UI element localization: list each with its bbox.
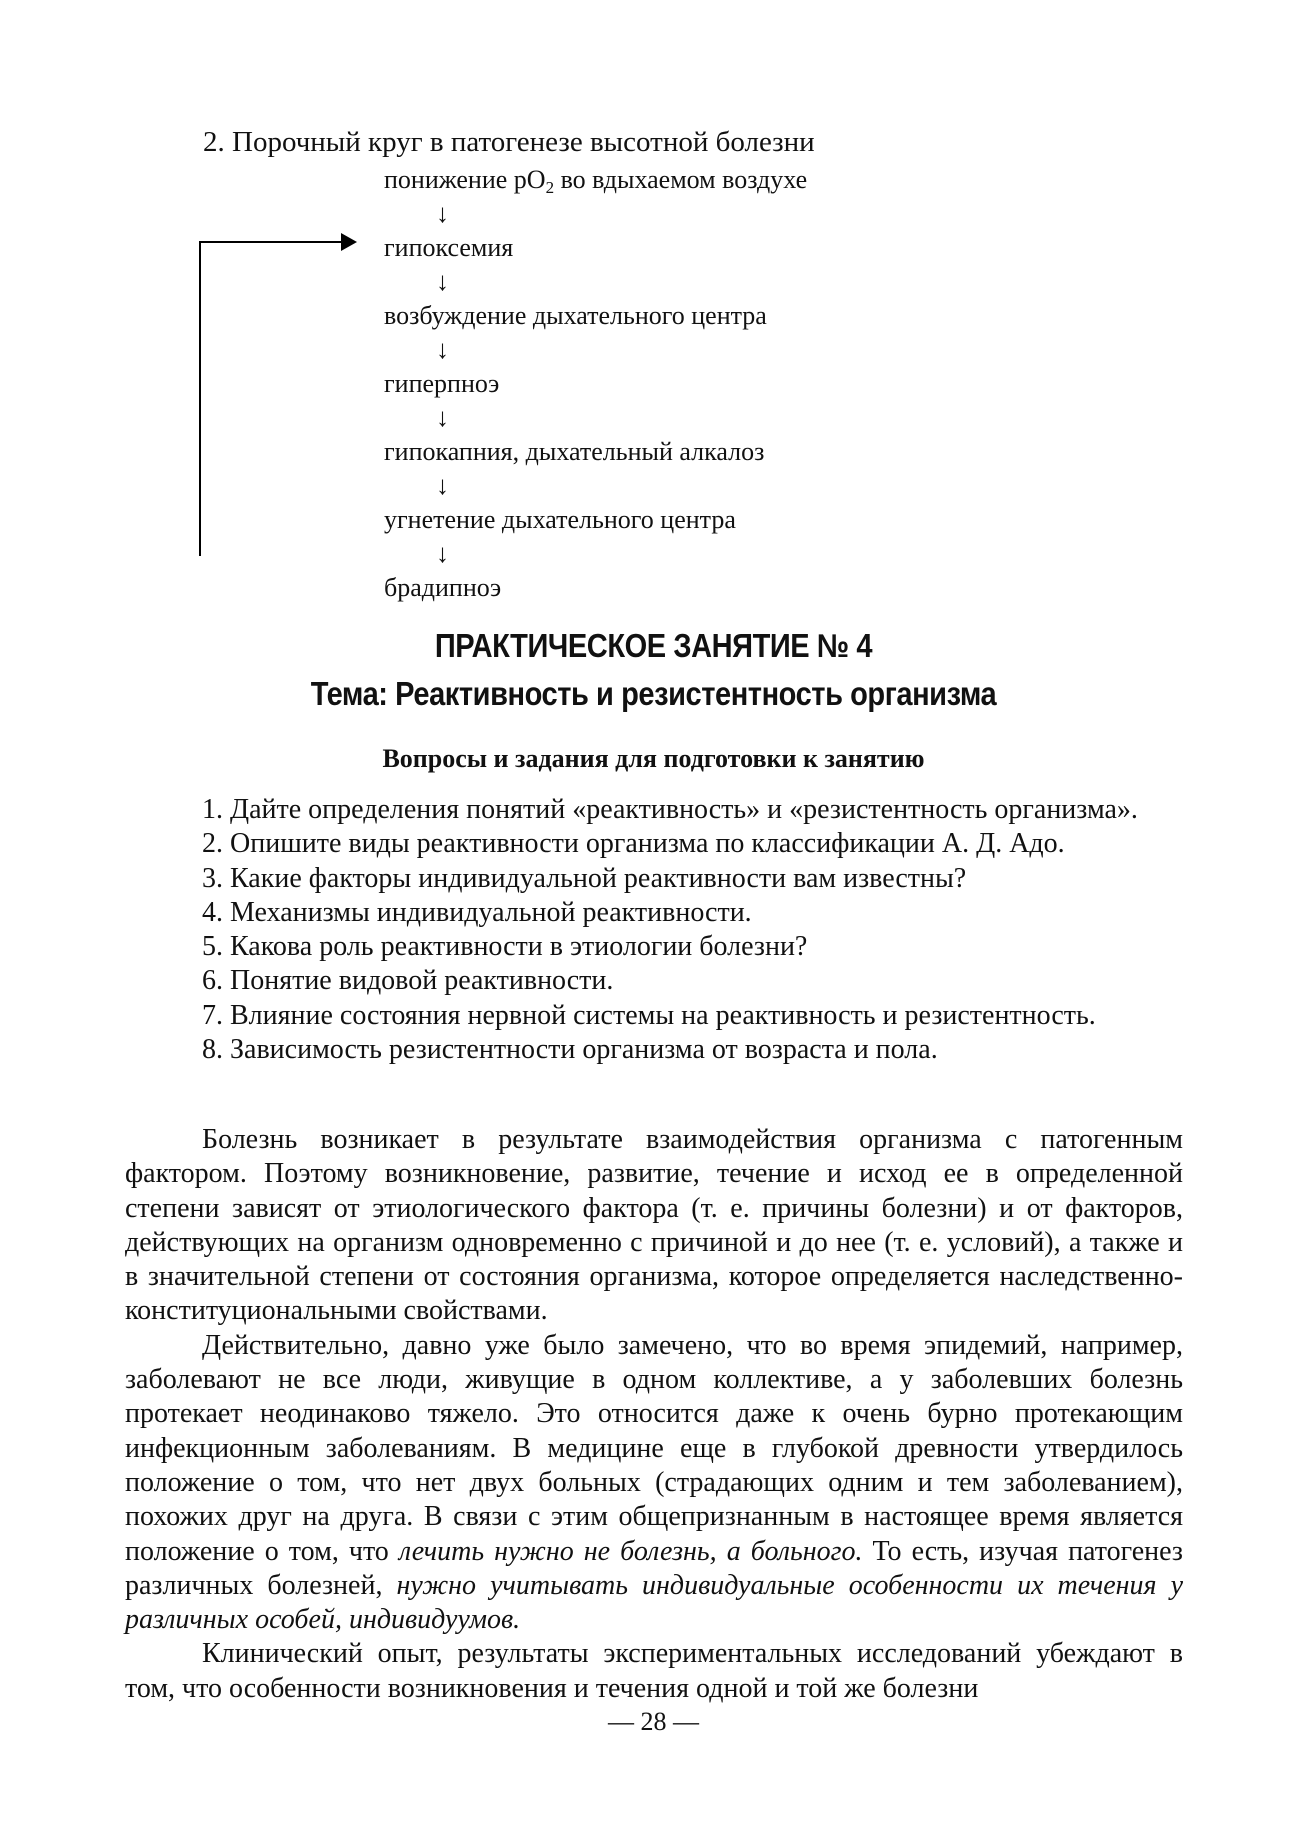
page-number: — 28 —	[608, 1707, 699, 1736]
lesson-topic: Тема: Реактивность и резистентность организма	[310, 675, 997, 712]
down-arrow-icon: ↓	[436, 539, 449, 568]
question-item: 7. Влияние состояния нервной системы на реактивность и резистентность.	[202, 999, 1096, 1031]
question-item: 8. Зависимость резистентности организма от возраста и пола.	[202, 1034, 938, 1066]
paragraph: Клинический опыт, результаты экспериментальных исследований убеждают в том, что особенности возникновения и течения одной и той же болезни	[125, 1638, 1183, 1704]
paragraph: Действительно, давно уже было замечено, что во время эпидемий, например, заболевают не все люди, живущие в одном коллективе, а у заболевших болезнь протекает неодинаково тяжело. Это относится даже к очень бурно протекающим инфекционным заболеваниям. В медицине еще в глубокой древности утвердилось положение о том, что нет двух больных (страдающих одним и тем заболеванием), похожих друг на друга. В связи с этим общепризнанным в настоящее время является положение о том, что лечить нужно не болезнь, а больного. То есть, изучая патогенез различных болезней, нужно учитывать индивидуальные особенности их течения у различных особей, индивидуумов.	[125, 1329, 1183, 1636]
feedback-line-horizontal	[199, 241, 342, 243]
flow-step: гиперпноэ	[384, 369, 500, 398]
question-item: 2. Опишите виды реактивности организма по классификации А. Д. Адо.	[202, 828, 1065, 860]
question-item: 5. Какова роль реактивности в этиологии болезни?	[202, 931, 808, 963]
feedback-line-vertical	[199, 241, 201, 556]
down-arrow-icon: ↓	[436, 403, 449, 432]
down-arrow-icon: ↓	[436, 267, 449, 296]
question-item: 1. Дайте определения понятий «реактивность» и «резистентность организма».	[202, 794, 1138, 825]
paragraph: Болезнь возникает в результате взаимодействия организма с патогенным фактором. Поэтому возникновение, развитие, течение и исход ее в определенной степени зависят от этиологического фактора (т. е. причины болезни) и от факторов, действующих на организм одновременно с причиной и до нее (т. е. условий), а также и в значительной степени от состояния организма, которое определяется наследственно-конституциональными свойствами.	[125, 1124, 1183, 1327]
flow-step: гипокапния, дыхательный алкалоз	[384, 437, 765, 466]
down-arrow-icon: ↓	[436, 471, 449, 500]
questions-list	[125, 793, 1183, 1067]
flow-step: угнетение дыхательного центра	[384, 505, 736, 534]
flow-step-low-po2: понижение $pO_2$ во вдыхаемом воздухе	[384, 165, 808, 197]
emphasis-text: нужно учитывать индивидуальные особенности их течения у различных особей, индивидуумов.	[125, 1569, 1183, 1636]
pathogenesis-flow	[384, 163, 807, 605]
emphasis-text: лечить нужно не болезнь, а больного.	[398, 1535, 863, 1567]
question-item: 4. Механизмы индивидуальной реактивности.	[202, 896, 752, 928]
feedback-arrowhead-icon	[341, 233, 357, 251]
question-item: 3. Какие факторы индивидуальной реактивности вам известны?	[202, 862, 967, 894]
questions-heading: Вопросы и задания для подготовки к занятию	[382, 744, 925, 773]
down-arrow-icon: ↓	[436, 199, 449, 228]
down-arrow-icon: ↓	[436, 335, 449, 364]
flow-step: возбуждение дыхательного центра	[384, 301, 767, 330]
lesson-title: ПРАКТИЧЕСКОЕ ЗАНЯТИЕ № 4	[434, 627, 873, 664]
question-item: 6. Понятие видовой реактивности.	[202, 965, 614, 997]
flow-step: брадипноэ	[384, 573, 502, 602]
scheme-title: 2. Порочный круг в патогенезе высотной болезни	[203, 126, 815, 158]
body-text	[125, 1123, 1183, 1706]
flow-step: гипоксемия	[384, 233, 514, 262]
